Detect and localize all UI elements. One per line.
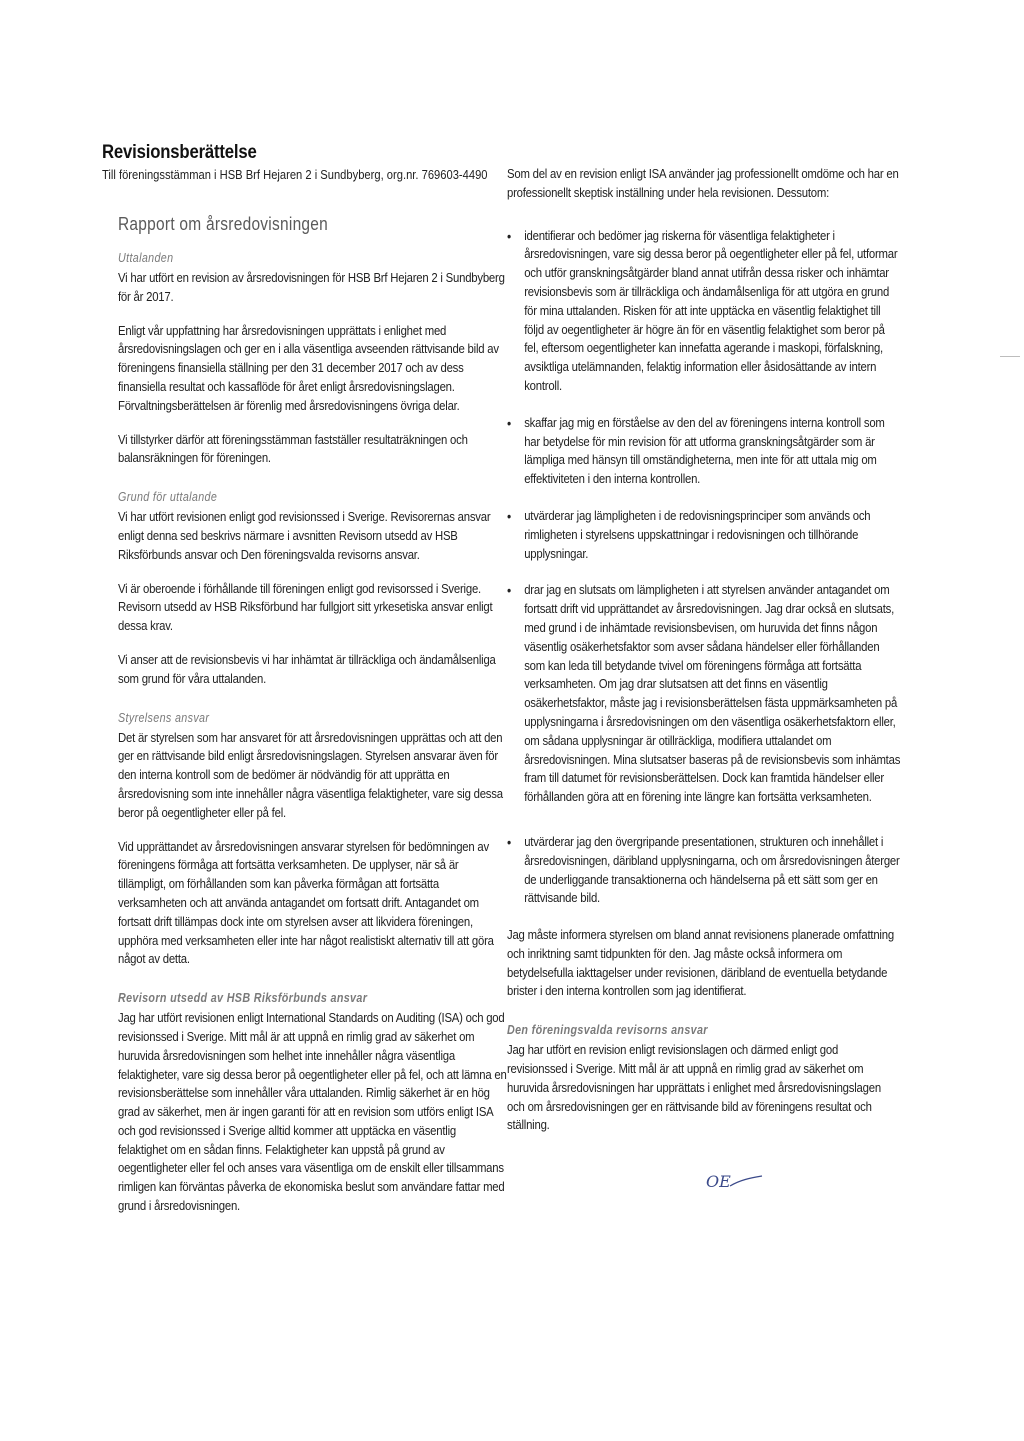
right-paragraph-after-list: Jag måste informera styrelsen om bland annat revisionens planerade omfattning och inriktning samt tidpunkten för den. Jag måste också informera om betydelsefulla iakttagelser under revisionen, däribland de eventuella betydande brister i den interna kontrollen som jag identifierat. [507,927,894,999]
styrelsen-paragraph-2: Vid upprättandet av årsredovisningen ansvarar styrelsen för bedömningen av föreningens förmåga att fortsätta verksamheten. De upplyser, när så är tillämpligt, om förhållanden som kan påverka förmågan att fortsätta verksamheten och att använda antagandet om fortsatt drift. Antagandet om fortsatt drift tillämpas dock inte om styrelsen avser att likvidera föreningen, upphöra med verksamheten eller inte har något realistiskt alternativ till att göra något av detta. [118,838,494,967]
bullet-list [507,227,901,909]
section-title: Rapport om årsredovisningen [118,214,329,234]
list-item [507,833,901,908]
list-item [507,507,901,563]
list-item [507,227,901,396]
bullet-icon: • [507,414,512,431]
grund-paragraph-3: Vi anser att de revisionsbevis vi har inhämtat är tillräckliga och ändamålsenliga som grund för våra uttalanden. [118,651,496,686]
bullet-text: drar jag en slutsats om lämpligheten i att styrelsen använder antagandet om fortsatt drift vid upprättandet av årsredovisningen. Jag drar också en slutsats, med grund i de inhämtade revisionsbevisen, om huruvida det finns någon väsentlig osäkerhetsfaktor som avser sådana händelser eller förhållanden som kan leda till betydande tvivel om föreningens förmåga att fortsätta verksamheten. Om jag drar slutsatsen att det finns en väsentlig osäkerhetsfaktor, måste jag i revisionsberättelsen fästa uppmärksamheten på upplysningarna i årsredovisningen om den väsentliga osäkerhetsfaktorn eller, om sådana upplysningar är otillräckliga, modifiera uttalandet om årsredovisningen. Mina slutsatser baseras på de revisionsbevis som inhämtas fram till datumet för revisionsberättelsen. Dock kan framtida händelser eller förhållanden göra att en förening inte längre kan fortsätta verksamheten. [524,582,901,805]
bullet-icon: • [507,833,512,850]
signature-stroke-icon [706,1172,766,1194]
styrelsen-paragraph-1: Det är styrelsen som har ansvaret för att årsredovisningen upprättas och att den ger en rättvisande bild enligt årsredovisningslagen. Styrelsen ansvarar även för den interna kontroll som de bedömer är nödvändig för att upprätta en årsredovisning som inte innehåller några väsentliga felaktigheter, vare sig dessa beror på oegentligheter eller på fel. [118,729,503,820]
list-item [507,414,901,489]
foreningsvalda-heading: Den föreningsvalda revisorns ansvar [507,1023,708,1038]
grund-heading: Grund för uttalande [118,490,218,505]
left-column [118,214,508,1231]
right-column [507,165,901,1150]
right-intro: Som del av en revision enligt ISA använder jag professionellt omdöme och har en professionellt skeptisk inställning under hela revisionen. Dessutom: [507,166,899,200]
page-edge-mark [1000,356,1020,357]
bullet-text: utvärderar jag lämpligheten i de redovisningsprinciper som används och rimligheten i styrelsens uppskattningar i redovisningen och tillhörande upplysningar. [524,507,871,561]
revisorn-heading: Revisorn utsedd av HSB Riksförbunds ansvar [118,991,368,1006]
list-item [507,581,901,807]
bullet-icon: • [507,507,512,524]
initials-text: OE [706,1172,731,1191]
bullet-text: utvärderar jag den övergripande presentationen, strukturen och innehållet i årsredovisningen, däribland upplysningarna, och om årsredovisningen återger de underliggande transaktionerna och händelserna på ett sätt som ger en rättvisande bild. [524,833,900,906]
bullet-icon: • [507,227,512,244]
page-subtitle: Till föreningsstämman i HSB Brf Hejaren 2 i Sundbyberg, org.nr. 769603-4490 [102,167,488,182]
handwritten-initials [706,1172,731,1191]
bullet-icon: • [507,582,512,599]
bullet-text: identifierar och bedömer jag riskerna för väsentliga felaktigheter i årsredovisningen, vare sig dessa beror på oegentligheter eller på fel, utformar och utför granskningsåtgärder bland annat utifrån dessa risker och inhämtar revisionsbevis som är tillräckliga och ändamålsenliga för att utgöra en grund för mina uttalanden. Risken för att inte upptäcka en väsentlig felaktighet till följd av oegentligheter är högre än för en väsentlig felaktighet som beror på fel, eftersom oegentligheter kan innefatta agerande i maskopi, förfalskning, avsiktliga utelämnanden, felaktig information eller åsidosättande av intern kontroll. [524,227,898,393]
page-title: Revisionsberättelse [102,142,257,163]
uttalanden-paragraph-3: Vi tillstyrker därför att föreningsstämman fastställer resultaträkningen och balansräkningen för föreningen. [118,431,468,466]
uttalanden-paragraph-1: Vi har utfört en revision av årsredovisningen för HSB Brf Hejaren 2 i Sundbyberg för år 2017. [118,270,505,304]
bullet-text: skaffar jag mig en förståelse av den del av föreningens interna kontroll som har betydelse för min revision för att utforma granskningsåtgärder som är lämpliga med hänsyn till omständigheterna, men inte för att uttala mig om effektiviteten i den interna kontrollen. [524,414,885,487]
uttalanden-paragraph-2: Enligt vår uppfattning har årsredovisningen upprättats i enlighet med årsredovisningslagen och ger en i alla väsentliga avseenden rättvisande bild av föreningens finansiella ställning per den 31 december 2017 och av dess finansiella resultat och kassaflöde för året enligt årsredovisningslagen. Förvaltningsberättelsen är förenlig med årsredovisningens övriga delar. [118,322,499,413]
revisorn-paragraph-1: Jag har utfört revisionen enligt International Standards on Auditing (ISA) och god revisionssed i Sverige. Mitt mål är att uppnå en rimlig grad av säkerhet om huruvida årsredovisningen som helhet inte innehåller några väsentliga felaktigheter, vare sig dessa beror på oegentligheter eller på fel, och att lämna en revisionsberättelse som innehåller våra uttalanden. Rimlig säkerhet är en hög grad av säkerhet, men är ingen garanti för att en revision som utförs enligt ISA och god revisionssed i Sverige alltid kommer att upptäcka en väsentlig felaktighet om en sådan finns. Felaktigheter kan uppstå på grund av oegentligheter eller fel och anses vara väsentliga om de enskilt eller tillsammans rimligen kan förväntas påverka de ekonomiska beslut som användare fattar med grund i årsredovisningen. [118,1010,507,1214]
grund-paragraph-2: Vi är oberoende i förhållande till föreningen enligt god revisorssed i Sverige. Revisorn utsedd av HSB Riksförbund har fullgjort sitt yrkesetiska ansvar enligt dessa krav. [118,580,493,634]
styrelsen-heading: Styrelsens ansvar [118,710,210,725]
uttalanden-heading: Uttalanden [118,251,174,265]
grund-paragraph-1: Vi har utfört revisionen enligt god revisionssed i Sverige. Revisorernas ansvar enligt denna sed beskrivs närmare i avsnitten Revisorn utsedd av HSB Riksförbunds ansvar och Den föreningsvalda revisorns ansvar. [118,509,491,562]
foreningsvalda-paragraph-1: Jag har utfört en revision enligt revisionslagen och därmed enligt god revisionssed i Sverige. Mitt mål är att uppnå en rimlig grad av säkerhet om huruvida årsredovisningen har upprättats i enlighet med årsredovisningslagen och om årsredovisningen ger en rättvisande bild av föreningens resultat och ställning. [507,1042,881,1133]
